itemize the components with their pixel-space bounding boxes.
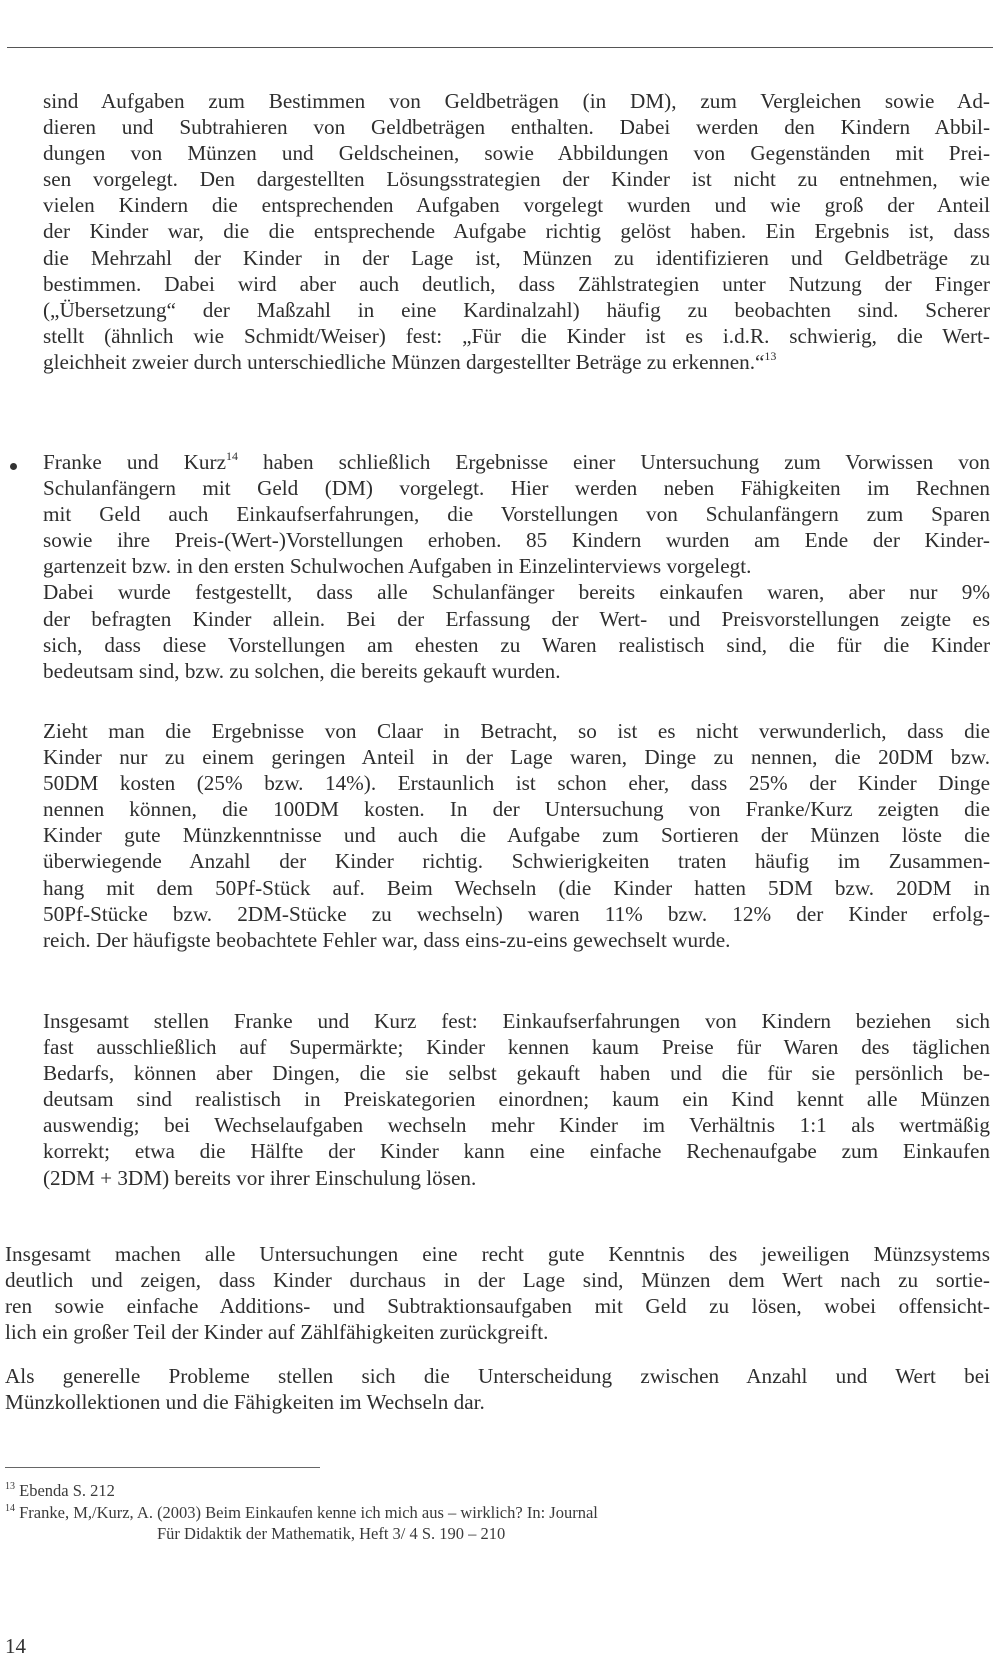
text-line: dieren und Subtrahieren von Geldbeträgen enthalten. Dabei werden den Kindern Abbil- — [43, 115, 990, 140]
text-line: reich. Der häufigste beobachtete Fehler war, dass eins-zu-eins gewechselt wurde. — [43, 927, 731, 952]
text-line: nennen können, die 100DM kosten. In der Untersuchung von Franke/Kurz zeigten die — [43, 797, 990, 822]
page-number: 14 — [5, 1634, 26, 1658]
footnote-ref-13[interactable]: 13 — [764, 348, 777, 363]
footnote-text: Franke, M,/Kurz, A. (2003) Beim Einkaufen kenne ich mich aus – wirklich? In: Journal — [19, 1503, 598, 1522]
text-line: ren sowie einfache Additions- und Subtraktionsaufgaben mit Geld zu lösen, wobei offensicht- — [5, 1294, 990, 1319]
paragraph-3 — [43, 718, 990, 953]
paragraph-1 — [43, 88, 990, 375]
footnote-14 — [5, 1503, 598, 1523]
text-line: Bedarfs, können aber Dingen, die sie selbst gekauft haben und die für sie persönlich be- — [43, 1061, 990, 1086]
paragraph-5 — [5, 1241, 990, 1345]
text-line — [43, 349, 990, 375]
text-line: überwiegende Anzahl der Kinder richtig. Schwierigkeiten traten häufig im Zusammen- — [43, 849, 990, 874]
text-line: korrekt; etwa die Hälfte der Kinder kann eine einfache Rechenaufgabe zum Einkaufen — [43, 1139, 990, 1164]
footnote-text: Ebenda S. 212 — [19, 1481, 115, 1500]
text-line: hang mit dem 50Pf-Stück auf. Beim Wechseln (die Kinder hatten 5DM bzw. 20DM in — [43, 875, 990, 900]
text-line: vielen Kindern die entsprechenden Aufgaben vorgelegt wurden und wie groß der Anteil — [43, 193, 990, 218]
text-line: sowie ihre Preis-(Wert-)Vorstellungen erhoben. 85 Kindern wurden am Ende der Kinder- — [43, 528, 990, 553]
footnote-14-continuation — [157, 1524, 505, 1544]
text-line-content: gleichheit zweier durch unterschiedliche Münzen dargestellter Beträge zu erkennen.“ — [43, 349, 765, 374]
text-line: 50Pf-Stücke bzw. 2DM-Stücke zu wechseln) waren 11% bzw. 12% der Kinder erfolg- — [43, 901, 990, 926]
text-line: stellt (ähnlich wie Schmidt/Weiser) fest: „Für die Kinder ist es i.d.R. schwierig, die Wert- — [43, 323, 990, 348]
footnote-text: Für Didaktik der Mathematik, Heft 3/ 4 S. 190 – 210 — [157, 1524, 506, 1543]
text-line: deutsam sind realistisch in Preiskategorien einordnen; kaum ein Kind kennt alle Münzen — [43, 1087, 990, 1112]
footnote-number: 14 — [5, 1503, 15, 1514]
paragraph-6 — [5, 1363, 990, 1415]
text-line: Dabei wurde festgestellt, dass alle Schulanfänger bereits einkaufen waren, aber nur 9% — [43, 580, 990, 605]
text-line: Schulanfängern mit Geld (DM) vorgelegt. Hier werden neben Fähigkeiten im Rechnen — [43, 476, 990, 501]
text-line: Münzkollektionen und die Fähigkeiten im Wechseln dar. — [5, 1390, 485, 1415]
text-line: fast ausschließlich auf Supermärkte; Kinder kennen kaum Preise für Waren des täglichen — [43, 1035, 990, 1060]
text-line: („Übersetzung“ der Maßzahl in eine Kardinalzahl) häufig zu beobachten sind. Scherer — [43, 297, 990, 322]
footnote-13 — [5, 1481, 115, 1501]
footnote-number: 13 — [5, 1481, 15, 1492]
text-line: (2DM + 3DM) bereits vor ihrer Einschulung lösen. — [43, 1165, 477, 1190]
text-line: 50DM kosten (25% bzw. 14%). Erstaunlich ist schon eher, dass 25% der Kinder Dinge — [43, 771, 990, 796]
text-line: Kinder gute Münzkenntnisse und auch die Aufgabe zum Sortieren der Münzen löste die — [43, 823, 990, 848]
text-fragment: Franke und Kurz — [43, 450, 226, 474]
text-fragment: haben schließlich Ergebnisse einer Untersuchung zum Vorwissen von — [238, 450, 990, 474]
text-line: die Mehrzahl der Kinder in der Lage ist, Münzen zu identifizieren und Geldbeträge zu — [43, 245, 990, 270]
footnote-rule — [5, 1467, 320, 1468]
text-line: Als generelle Probleme stellen sich die Unterscheidung zwischen Anzahl und Wert bei — [5, 1364, 990, 1388]
text-line: sen vorgelegt. Den dargestellten Lösungsstrategien der Kinder ist nicht zu entnehmen, wie — [43, 167, 990, 192]
text-line: bedeutsam sind, bzw. zu solchen, die bereits gekauft wurden. — [43, 658, 561, 683]
text-line: mit Geld auch Einkaufserfahrungen, die Vorstellungen von Schulanfängern zum Sparen — [43, 502, 990, 527]
text-line: der Kinder war, die die entsprechende Aufgabe richtig gelöst haben. Ein Ergebnis ist, dass — [43, 219, 990, 244]
text-line: deutlich und zeigen, dass Kinder durchaus in der Lage sind, Münzen dem Wert nach zu sortie- — [5, 1268, 990, 1293]
text-line: Insgesamt machen alle Untersuchungen eine recht gute Kenntnis des jeweiligen Münzsystems — [5, 1242, 990, 1266]
text-line: gartenzeit bzw. in den ersten Schulwochen Aufgaben in Einzelinterviews vorgelegt. — [43, 554, 752, 579]
header-rule — [7, 47, 993, 48]
footnote-ref-14[interactable]: 14 — [226, 449, 238, 463]
text-line: bestimmen. Dabei wird aber auch deutlich, dass Zählstrategien unter Nutzung der Finger — [43, 271, 990, 296]
text-line: Insgesamt stellen Franke und Kurz fest: Einkaufserfahrungen von Kindern beziehen sich — [43, 1009, 990, 1033]
text-line: auswendig; bei Wechselaufgaben wechseln mehr Kinder im Verhältnis 1:1 als wertmäßig — [43, 1113, 990, 1138]
text-line: Kinder nur zu einem geringen Anteil in der Lage waren, Dinge zu nennen, die 20DM bzw. — [43, 745, 990, 770]
text-line: Zieht man die Ergebnisse von Claar in Betracht, so ist es nicht verwunderlich, dass die — [43, 719, 990, 743]
text-line: lich ein großer Teil der Kinder auf Zählfähigkeiten zurückgreift. — [5, 1320, 549, 1345]
text-line: dungen von Münzen und Geldscheinen, sowie Abbildungen von Gegenständen mit Prei- — [43, 141, 990, 166]
text-line: sich, dass diese Vorstellungen am ehesten zu Waren realistisch sind, die für die Kinder — [43, 632, 990, 657]
paragraph-2 — [43, 449, 990, 684]
text-line — [43, 449, 990, 475]
paragraph-4 — [43, 1008, 990, 1191]
text-line: sind Aufgaben zum Bestimmen von Geldbeträgen (in DM), zum Vergleichen sowie Ad- — [43, 89, 990, 113]
text-line: der befragten Kinder allein. Bei der Erfassung der Wert- und Preisvorstellungen zeigte es — [43, 606, 990, 631]
bullet-icon — [10, 463, 17, 470]
